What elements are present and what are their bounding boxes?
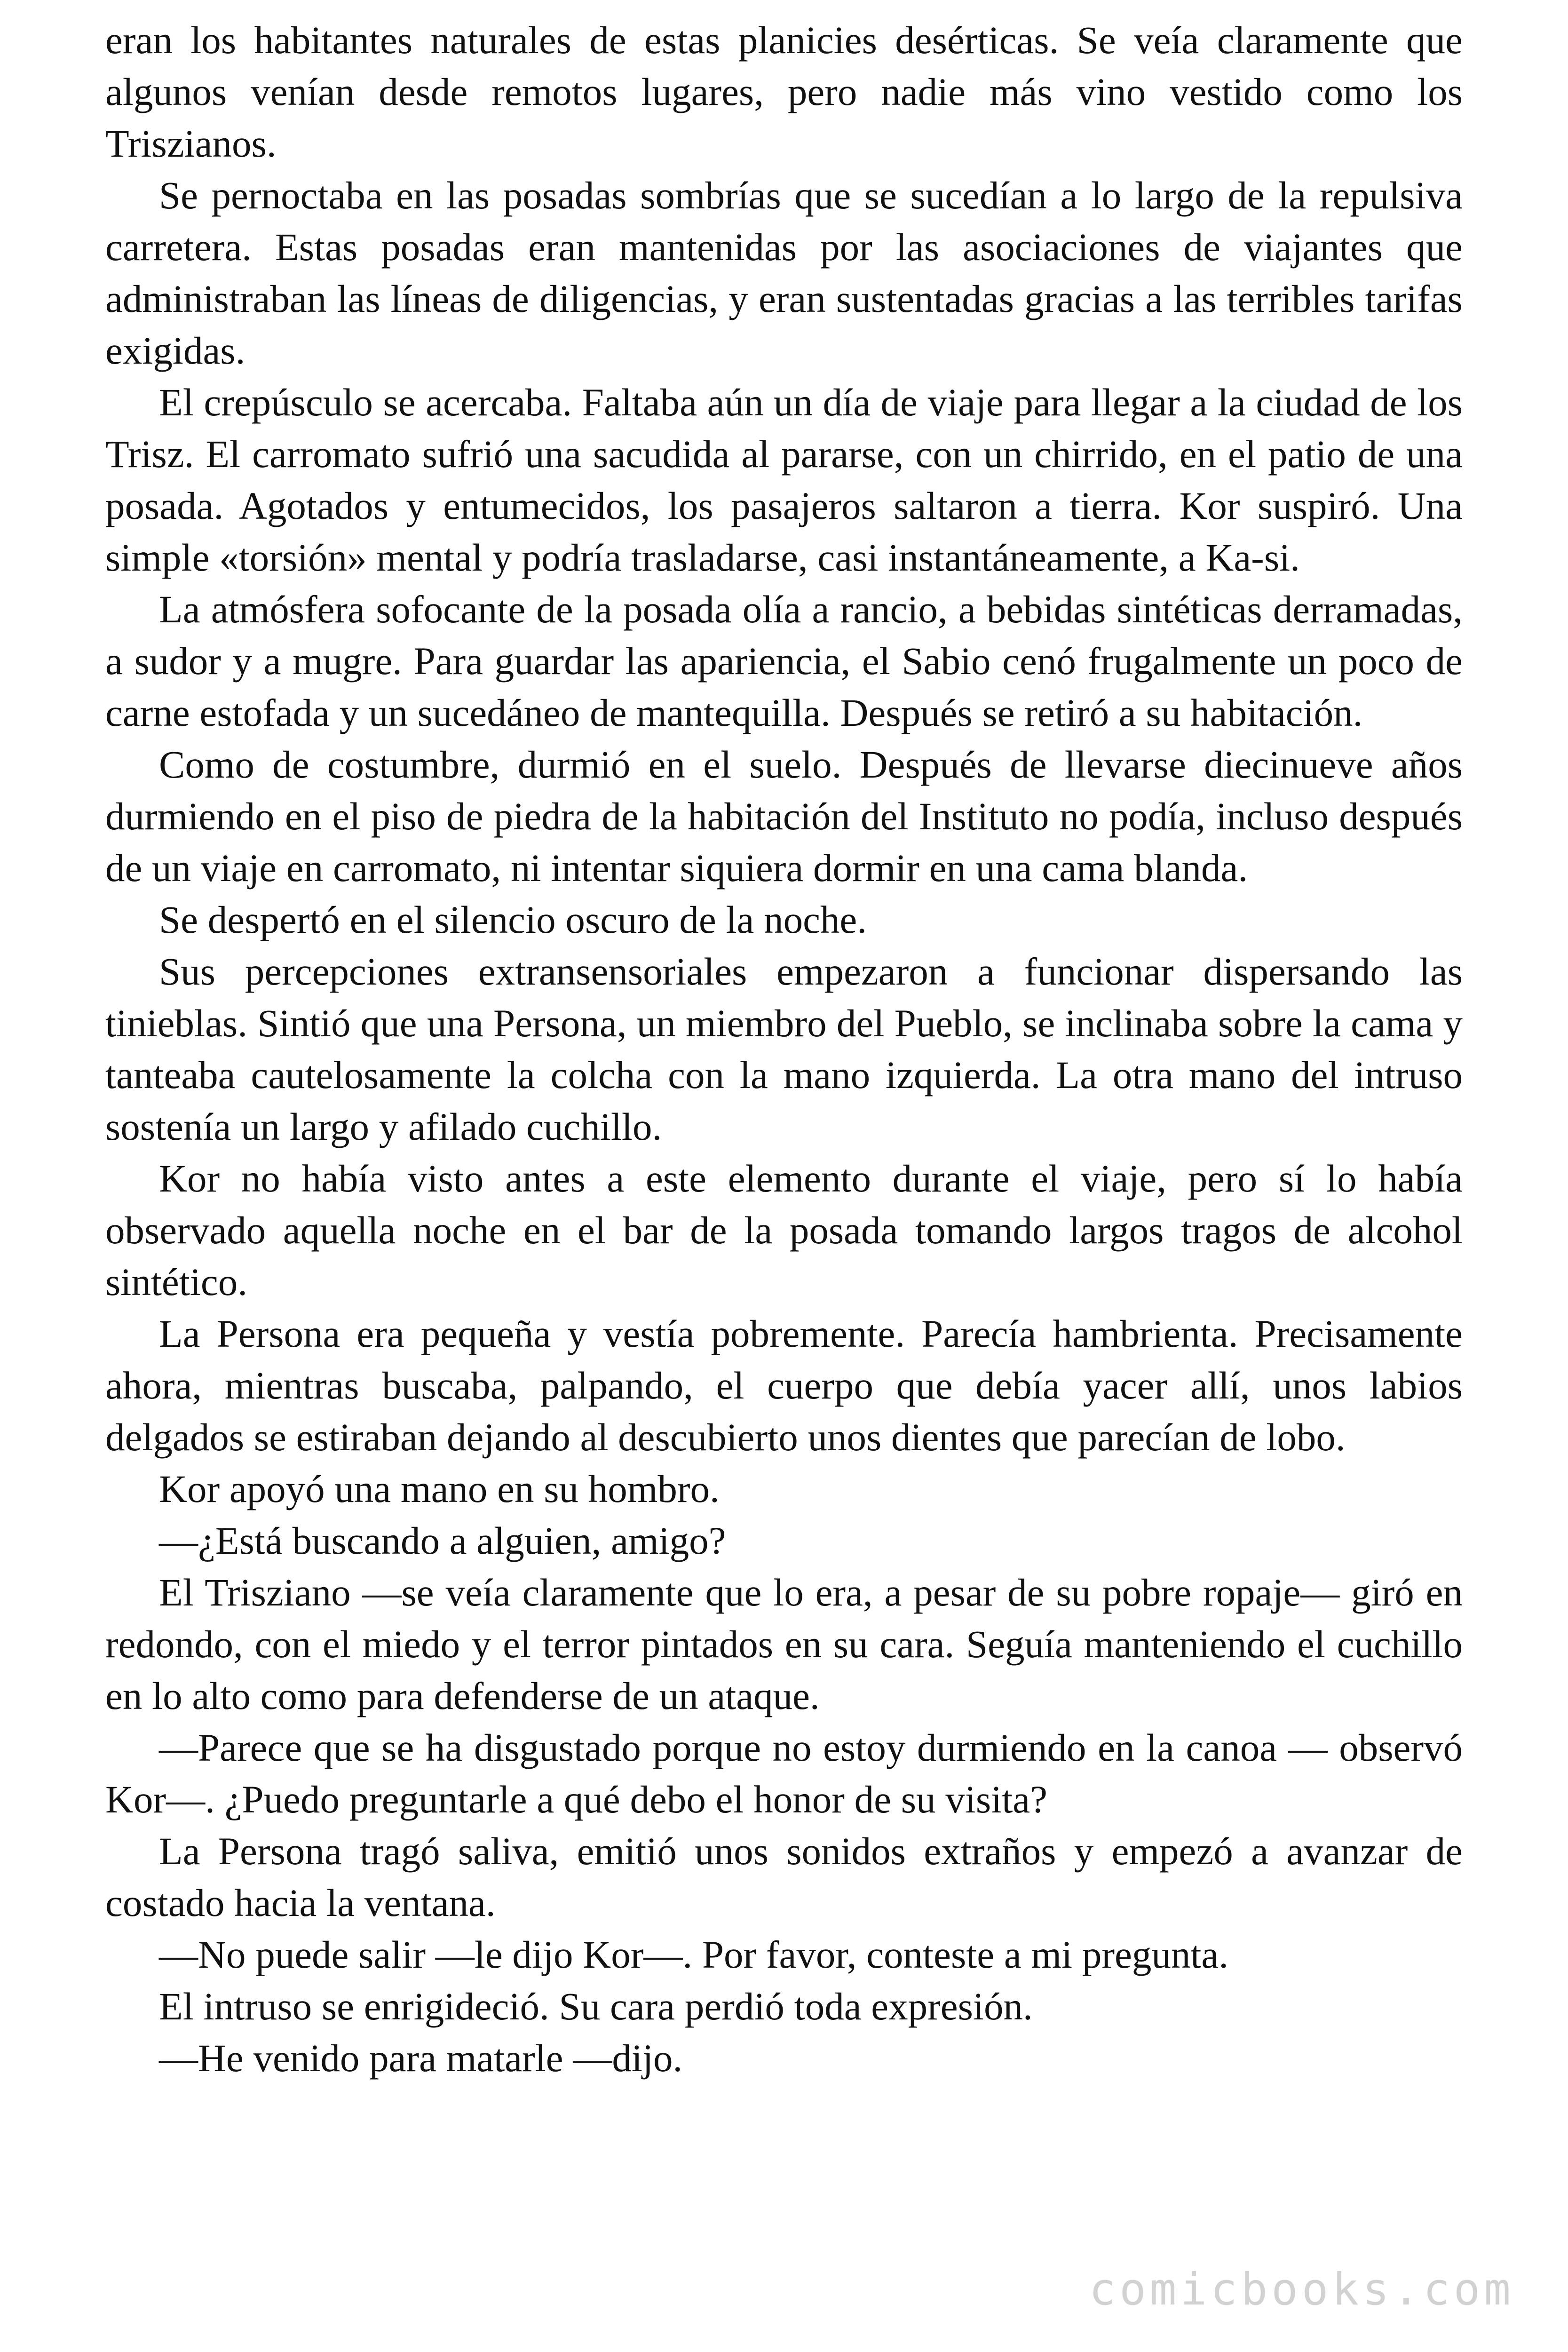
paragraph: El crepúsculo se acercaba. Faltaba aún un día de viaje para llegar a la ciudad de los Trisz. El carromato sufrió una sacudida al pararse, con un chirrido, en el patio de una posada. Agotados y entumecidos, los pasajeros saltaron a tierra. Kor suspiró. Una simple «torsión» mental y podría trasladarse, casi instantáneamente, a Ka-si. xyxy=(105,381,1463,579)
dialogue-line: —¿Está buscando a alguien, amigo? xyxy=(159,1519,726,1562)
paragraph: Se despertó en el silencio oscuro de la noche. xyxy=(159,898,867,941)
dialogue-line: —Parece que se ha disgustado porque no estoy durmiendo en la canoa — observó Kor—. ¿Puedo preguntarle a qué debo el honor de su visita? xyxy=(105,1726,1463,1821)
dialogue-line: —He venido para matarle —dijo. xyxy=(159,2036,683,2080)
watermark-text: comicbooks.com xyxy=(1089,2264,1514,2315)
paragraph: Como de costumbre, durmió en el suelo. Después de llevarse diecinueve años durmiendo en el piso de piedra de la habitación del Instituto no podía, incluso después de un viaje en carromato, ni intentar siquiera dormir en una cama blanda. xyxy=(105,743,1463,890)
paragraph: Kor no había visto antes a este elemento durante el viaje, pero sí lo había observado aquella noche en el bar de la posada tomando largos tragos de alcohol sintético. xyxy=(105,1157,1463,1303)
paragraph: El Trisziano —se veía claramente que lo era, a pesar de su pobre ropaje— giró en redondo, con el miedo y el terror pintados en su cara. Seguía manteniendo el cuchillo en lo alto como para defenderse de un ataque. xyxy=(105,1571,1463,1717)
paragraph: Sus percepciones extransensoriales empezaron a funcionar dispersando las tinieblas. Sintió que una Persona, un miembro del Pueblo, se inclinaba sobre la cama y tanteaba cautelosamente la colcha con la mano izquierda. La otra mano del intruso sostenía un largo y afilado cuchillo. xyxy=(105,950,1463,1148)
paragraph: Kor apoyó una mano en su hombro. xyxy=(159,1467,720,1510)
paragraph: La Persona tragó saliva, emitió unos sonidos extraños y empezó a avanzar de costado hacia la ventana. xyxy=(105,1829,1463,1924)
paragraph: La Persona era pequeña y vestía pobremente. Parecía hambrienta. Precisamente ahora, mientras buscaba, palpando, el cuerpo que debía yacer allí, unos labios delgados se estiraban dejando al descubierto unos dientes que parecían de lobo. xyxy=(105,1312,1463,1459)
dialogue-line: —No puede salir —le dijo Kor—. Por favor, conteste a mi pregunta. xyxy=(159,1933,1228,1976)
paragraph: La atmósfera sofocante de la posada olía a rancio, a bebidas sintéticas derramadas, a sudor y a mugre. Para guardar las apariencia, el Sabio cenó frugalmente un poco de carne estofada y un sucedáneo de mantequilla. Después se retiró a su habitación. xyxy=(105,588,1463,734)
paragraph-continuation: eran los habitantes naturales de estas planicies desérticas. Se veía claramente que algunos venían desde remotos lugares, pero nadie más vino vestido como los Triszianos. xyxy=(105,18,1463,165)
paragraph: El intruso se enrigideció. Su cara perdió toda expresión. xyxy=(159,1985,1033,2028)
paragraph: Se pernoctaba en las posadas sombrías que se sucedían a lo largo de la repulsiva carretera. Estas posadas eran mantenidas por las asociaciones de viajantes que administraban las líneas de diligencias, y eran sustentadas gracias a las terribles tarifas exigidas. xyxy=(105,174,1463,372)
page-body xyxy=(105,14,1463,2084)
